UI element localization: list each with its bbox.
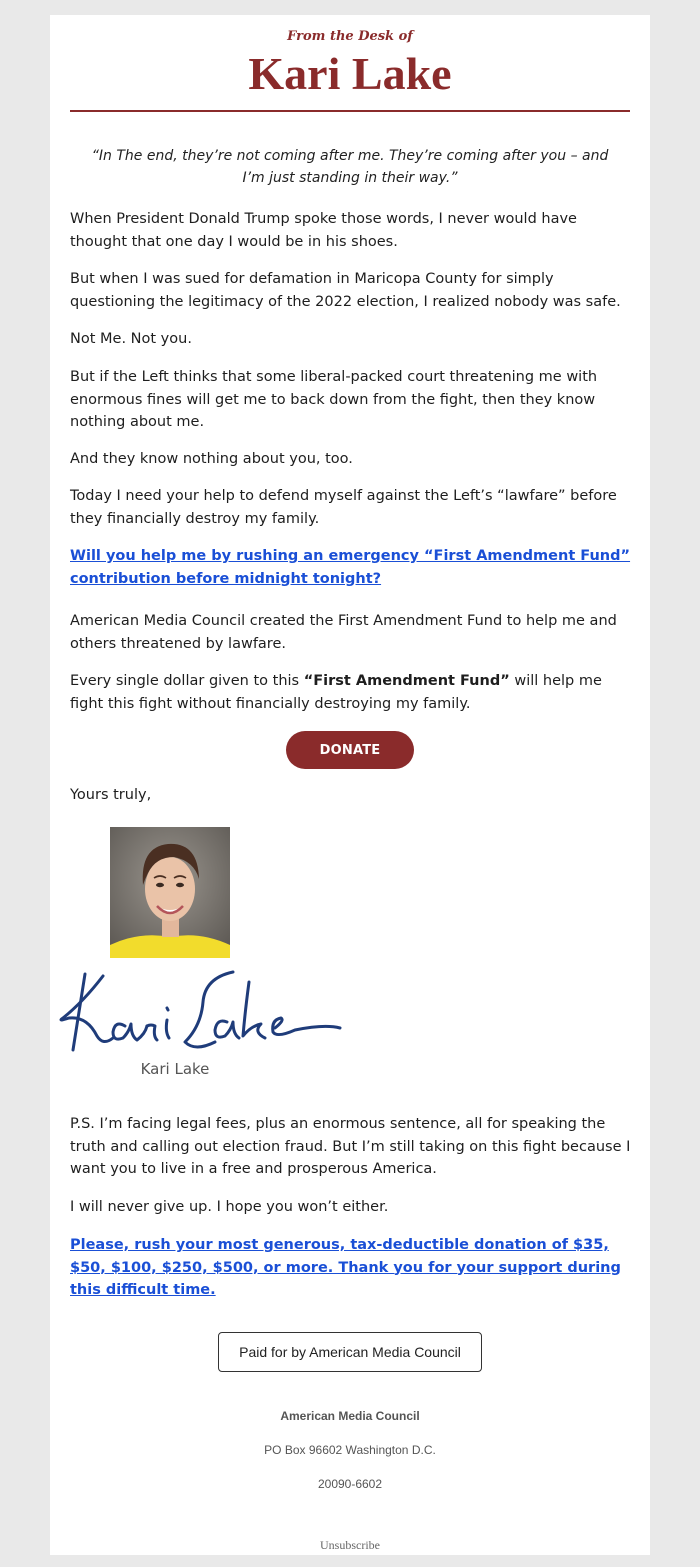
body-paragraph-5: And they know nothing about you, too. xyxy=(70,451,353,467)
header-title: Kari Lake xyxy=(248,48,452,99)
opening-quote: “In The end, they’re not coming after me. They’re coming after you – and I’m just standing in their way.” xyxy=(91,148,609,186)
body-paragraph-7: American Media Council created the First Amendment Fund to help me and others threatened by lawfare. xyxy=(70,613,617,652)
body-paragraph-2: But when I was sued for defamation in Maricopa County for simply questioning the legitimacy of the 2022 election, I realized nobody was safe. xyxy=(70,271,621,310)
unsubscribe-link[interactable]: Unsubscribe xyxy=(320,1538,380,1552)
portrait-illustration xyxy=(110,827,230,958)
paragraph-8-end: will help me fight this fight without financially destroying my family. xyxy=(70,673,602,712)
ps-paragraph-1: P.S. I’m facing legal fees, plus an enormous sentence, all for speaking the truth and calling out election fraud. But I’m still taking on this fight because I want you to live in a free and prosperous America. xyxy=(70,1116,631,1177)
footer-address-line-1: PO Box 96602 Washington D.C. xyxy=(264,1443,436,1457)
emergency-contribution-link[interactable]: Will you help me by rushing an emergency “First Amendment Fund” contribution before midnight tonight? xyxy=(70,548,631,587)
generous-donation-link[interactable]: Please, rush your most generous, tax-deductible donation of $35, $50, $100, $250, $500, or more. Thank you for your support during this difficult time. xyxy=(70,1237,621,1298)
header-divider xyxy=(70,110,630,112)
kari-lake-portrait xyxy=(110,827,230,958)
body-paragraph-4: But if the Left thinks that some liberal-packed court threatening me with enormous fines will get me to back down from the fight, then they know nothing about me. xyxy=(70,369,598,430)
footer-organization: American Media Council xyxy=(280,1409,420,1423)
signature-name: Kari Lake xyxy=(140,1060,210,1078)
paragraph-8-start: Every single dollar given to this xyxy=(70,673,304,689)
body-paragraph-1: When President Donald Trump spoke those words, I never would have thought that one day I would be in his shoes. xyxy=(70,211,577,250)
paid-for-disclaimer xyxy=(218,1332,482,1372)
body-paragraph-8 xyxy=(70,670,635,715)
header-kicker: From the Desk of xyxy=(287,29,413,44)
ps-paragraph-2: I will never give up. I hope you won’t either. xyxy=(70,1199,389,1215)
body-paragraph-3: Not Me. Not you. xyxy=(70,331,192,347)
body-paragraph-6: Today I need your help to defend myself against the Left’s “lawfare” before they financially destroy my family. xyxy=(70,488,617,527)
footer-address-line-2: 20090-6602 xyxy=(317,1477,383,1491)
first-amendment-fund-bold: “First Amendment Fund” xyxy=(303,673,510,689)
closing-line: Yours truly, xyxy=(70,787,152,803)
donate-button[interactable]: DONATE xyxy=(286,731,414,769)
paid-for-text: Paid for by American Media Council xyxy=(239,1344,461,1360)
handwritten-signature xyxy=(55,962,345,1062)
